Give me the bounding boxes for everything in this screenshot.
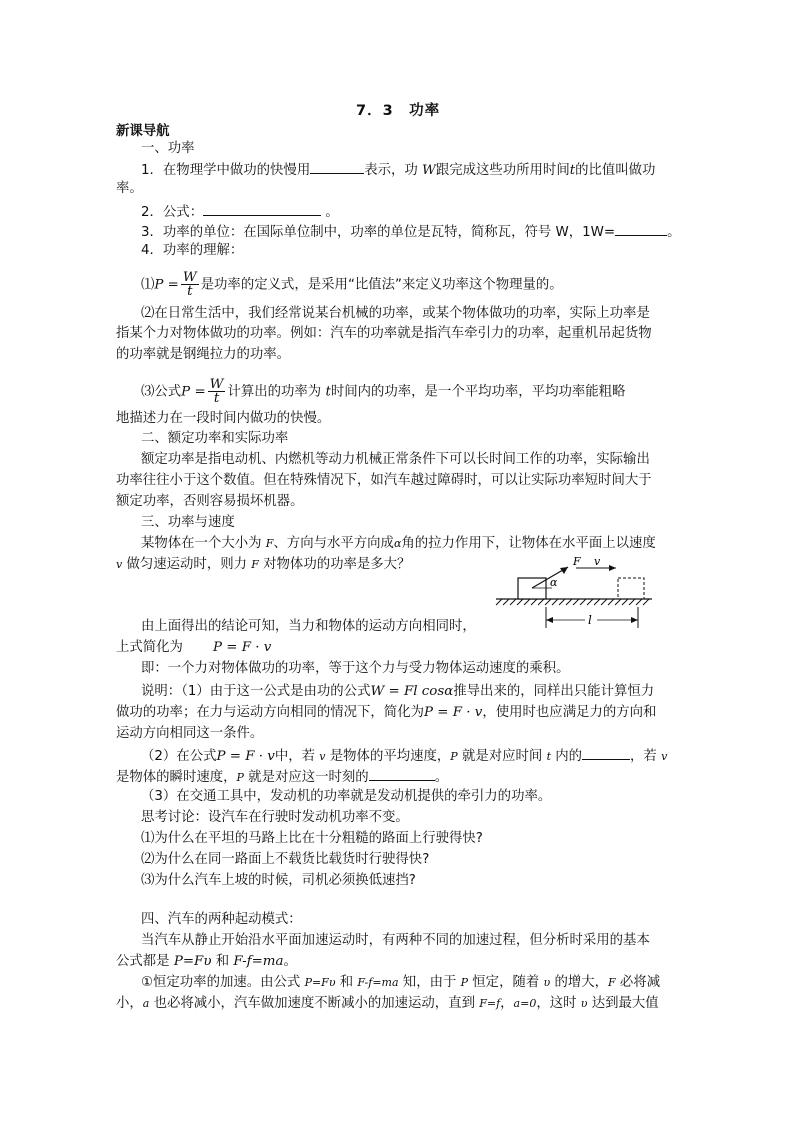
ground-hatching xyxy=(496,599,649,605)
symbol-alpha: α xyxy=(393,537,402,550)
speed-line-3: 由上面得出的结论可知，当力和物体的运动方向相同时， xyxy=(141,619,476,634)
block xyxy=(518,578,546,599)
denominator: t xyxy=(187,284,193,299)
understanding-3b: 地描述力在一段时间内做功的快慢。 xyxy=(116,411,331,426)
symbol-p: P xyxy=(450,750,458,763)
explain-1a xyxy=(141,683,654,701)
formula: P = xyxy=(154,277,179,293)
discussion-q1: ⑴为什么在平坦的马路上比在十分粗糙的路面上行驶得快? xyxy=(141,831,483,846)
text: ， xyxy=(500,996,514,1011)
symbol-w: W xyxy=(422,163,436,178)
answer-blank[interactable] xyxy=(203,202,321,216)
text: 做功的功率；在力与运动方向相同的情况下，简化为 xyxy=(116,705,424,720)
answer-blank[interactable] xyxy=(615,222,667,236)
formula: W = Fl cosα xyxy=(370,684,454,699)
start-line-3 xyxy=(141,974,660,992)
label-l: l xyxy=(588,613,592,627)
text: 。 xyxy=(325,205,339,220)
start-line-4 xyxy=(116,995,659,1013)
symbol-p: P xyxy=(236,771,244,784)
numerator: W xyxy=(182,270,197,285)
text: 就是对应时间 xyxy=(457,749,547,764)
label-v: v xyxy=(594,555,601,568)
fraction xyxy=(181,271,199,298)
explain-1c: 运动方向相同这一条件。 xyxy=(116,726,264,741)
text: ①恒定功率的加速。由公式 xyxy=(141,975,305,990)
formula: P=Fυ xyxy=(304,976,336,989)
label-f: F xyxy=(573,555,581,568)
answer-blank[interactable] xyxy=(369,767,435,781)
text: 也必将减小，汽车做加速度不断减小的加速运动，直到 xyxy=(149,996,480,1011)
text: 。 xyxy=(434,770,449,785)
text: ⑶公式 xyxy=(141,384,182,400)
label-alpha: α xyxy=(550,576,558,589)
text: 跟完成这些功所用时间 xyxy=(435,163,570,178)
symbol-t: t xyxy=(325,384,331,400)
text: 和 xyxy=(335,975,358,990)
understanding-3a xyxy=(141,378,625,405)
force-diagram xyxy=(488,552,658,634)
text: 达到最大值 xyxy=(587,996,659,1011)
dimension-arrow-left xyxy=(546,617,553,623)
symbol-f: F xyxy=(608,976,616,989)
heading-power-speed: 三、功率与速度 xyxy=(141,515,235,530)
speed-line-1 xyxy=(141,535,656,553)
text: 内的 xyxy=(550,749,583,764)
explain-1b xyxy=(116,704,656,722)
discussion-q2: ⑵为什么在同一路面上不载货比载货时行驶得快? xyxy=(141,852,430,867)
speed-line-5: 即：一个力对物体做功的功率，等于这个力与受力物体运动速度的乘积。 xyxy=(141,661,570,676)
text: 说明：（1）由于这一公式是由功的公式 xyxy=(141,684,371,699)
text: ⑴ xyxy=(141,277,155,293)
understanding-2b: 指某个力对物体做功的功率。例如：汽车的功率就是指汽车牵引力的功率，起重机吊起货物 xyxy=(116,326,652,341)
rated-line-1: 额定功率是指电动机、内燃机等动力机械正常条件下可以长时间工作的功率，实际输出 xyxy=(141,452,650,467)
understanding-1 xyxy=(141,271,563,298)
speed-line-2 xyxy=(116,556,410,574)
text: 知，由于 xyxy=(398,975,461,990)
rated-line-2: 功率往往小于这个数值。但在特殊情况下，如汽车越过障碍时，可以让实际功率短时间大于 xyxy=(116,473,652,488)
symbol-v: v xyxy=(661,750,668,763)
text: 公式都是 xyxy=(116,954,174,969)
text: 和 xyxy=(211,954,234,969)
symbol-u: υ xyxy=(580,997,588,1010)
fraction xyxy=(208,378,226,405)
text: ，这时 xyxy=(536,996,581,1011)
text: （2）在公式 xyxy=(141,749,217,764)
symbol-t: t xyxy=(546,750,551,763)
symbol-v: v xyxy=(116,558,123,571)
text: 3．功率的单位：在国际单位制中，功率的单位是瓦特，简称瓦，符号 W，1W= xyxy=(141,225,616,240)
formula: F-f=ma xyxy=(357,976,399,989)
text: 。 xyxy=(283,954,297,969)
text: 对物体功的功率是多大？ xyxy=(258,557,411,572)
text: ，使用时也应满足力的方向和 xyxy=(482,705,657,720)
text: 表示，功 xyxy=(364,163,423,178)
text: 恒定，随着 xyxy=(468,975,544,990)
text: 必将减 xyxy=(615,975,661,990)
symbol-f: F xyxy=(251,558,259,571)
text: 小， xyxy=(116,996,143,1011)
heading-rated-power: 二、额定功率和实际功率 xyxy=(141,431,289,446)
symbol-a: a xyxy=(142,997,150,1010)
symbol-u: υ xyxy=(543,976,551,989)
symbol-p: P xyxy=(460,976,469,989)
text: 1．在物理学中做功的快慢用 xyxy=(141,163,311,178)
answer-blank[interactable] xyxy=(582,746,630,760)
formula: F-f=ma xyxy=(233,954,284,969)
text: 、方向与水平方向成 xyxy=(273,536,394,551)
page-title: 7．3 功率 xyxy=(356,103,441,119)
text: 上式简化为 xyxy=(116,640,183,655)
item-1 xyxy=(141,160,655,180)
text: 。 xyxy=(667,225,681,240)
explain-3: （3）在交通工具中，发动机的功率就是发动机提供的牵引力的功率。 xyxy=(141,789,552,804)
explain-2b xyxy=(116,767,448,787)
text: 计算出的功率为 xyxy=(227,384,326,400)
symbol-v: v xyxy=(319,750,326,763)
heading-start-modes: 四、汽车的两种起动模式： xyxy=(141,912,302,927)
symbol-t: t xyxy=(569,163,576,178)
formula: F=f xyxy=(479,997,501,1010)
dimension-arrow-right xyxy=(631,617,638,623)
discussion-intro: 思考讨论：设汽车在行驶时发动机功率不变。 xyxy=(141,810,409,825)
text: 是物体的瞬时速度， xyxy=(116,770,237,785)
numerator: W xyxy=(209,377,224,392)
text: 就是对应这一时刻的 xyxy=(243,770,369,785)
denominator: t xyxy=(213,391,220,406)
discussion-q3: ⑶为什么汽车上坡的时候，司机必须换低速挡? xyxy=(141,873,416,888)
formula: P = F · v xyxy=(423,705,483,720)
formula: P=Fυ xyxy=(173,954,212,969)
text: 中，若 xyxy=(274,749,320,764)
text: 时间内的功率，是一个平均功率，平均功率能粗略 xyxy=(330,384,626,400)
item-2 xyxy=(141,202,339,222)
understanding-2c: 的功率就是钢绳拉力的功率。 xyxy=(116,347,291,362)
explain-2a xyxy=(141,746,667,766)
text: 的增大， xyxy=(550,975,609,990)
symbol-f: F xyxy=(265,537,274,550)
velocity-arrowhead xyxy=(609,565,616,571)
text: ，若 xyxy=(630,749,662,764)
text: 角的拉力作用下，让物体在水平面上以速度 xyxy=(401,536,656,551)
text: 某物体在一个大小为 xyxy=(141,536,266,551)
text: 2．公式： xyxy=(141,205,204,220)
formula: P = F · v xyxy=(212,640,272,655)
understanding-2a: ⑵在日常生活中，我们经常说某台机械的功率，或某个物体做功的功率，实际上功率是 xyxy=(141,306,650,321)
block-final-position xyxy=(618,578,644,599)
item-3 xyxy=(141,222,681,242)
section-title: 新课导航 xyxy=(116,124,170,139)
text: 推导出来的，同样出只能计算恒力 xyxy=(453,684,655,699)
speed-line-4 xyxy=(116,639,271,657)
text: 是功率的定义式，是采用“比值法”来定义功率这个物理量的。 xyxy=(200,277,563,293)
formula: P = xyxy=(181,384,206,400)
start-line-1: 当汽车从静止开始沿水平面加速运动时，有两种不同的加速过程，但分析时采用的基本 xyxy=(141,933,650,948)
start-line-2 xyxy=(116,953,297,971)
text: 的比值叫做功 xyxy=(575,163,656,178)
answer-blank[interactable] xyxy=(310,160,364,174)
text: 是物体的平均速度， xyxy=(325,749,451,764)
text: 做匀速运动时，则力 xyxy=(122,557,252,572)
formula: P = F · v xyxy=(216,749,275,764)
formula: a=0 xyxy=(513,997,537,1010)
heading-power: 一、功率 xyxy=(141,141,195,156)
item-1-cont: 率。 xyxy=(116,181,143,196)
item-4: 4．功率的理解： xyxy=(141,243,244,258)
rated-line-3: 额定功率，否则容易损坏机器。 xyxy=(116,494,304,509)
